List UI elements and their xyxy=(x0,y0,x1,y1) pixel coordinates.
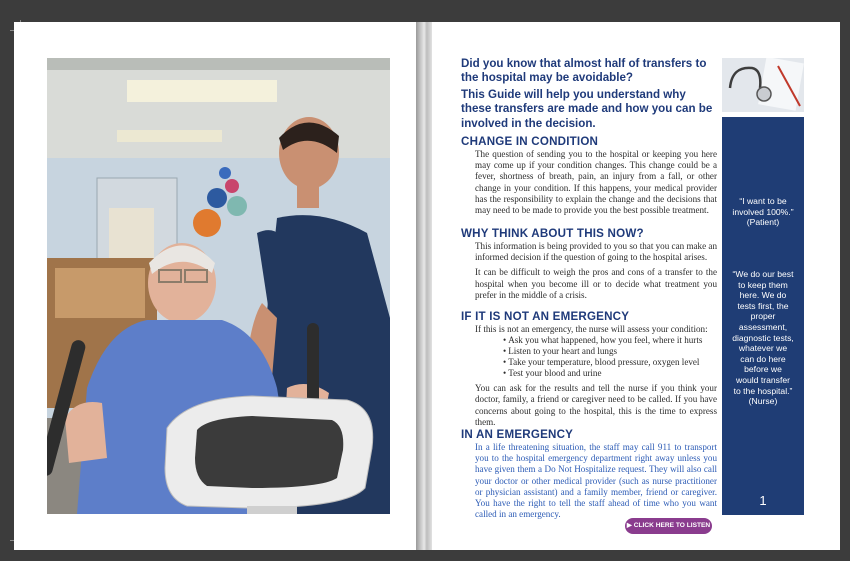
section-body: You can ask for the results and tell the nurse if you think your doctor, family, a friend or caregiver need to be called. If you have concerns about going to the hospital, this is the time to express them. xyxy=(475,383,717,427)
stethoscope-image xyxy=(722,58,804,112)
section-heading: IF IT IS NOT AN EMERGENCY xyxy=(461,310,630,323)
list-item: • Listen to your heart and lungs xyxy=(503,346,717,357)
photo-patient-exercise xyxy=(47,58,390,514)
intro-guide: This Guide will help you understand why these transfers are made and how you can be involved in the decision. xyxy=(461,87,713,130)
section-body: It can be difficult to weigh the pros and cons of a transfer to the hospital when you become ill or to decide what treatment you prefer in the middle of a crisis. xyxy=(475,267,717,300)
page-number: 1 xyxy=(759,493,767,508)
quote-sidebar xyxy=(722,117,804,515)
listen-button[interactable]: ▶ CLICK HERE TO LISTEN xyxy=(625,518,712,534)
list-item: • Test your blood and urine xyxy=(503,368,717,379)
quote-text: “I want to be involved 100%.” xyxy=(732,196,794,217)
intro-question: Did you know that almost half of transfers to the hospital may be avoidable? xyxy=(461,57,707,85)
right-page xyxy=(432,22,840,550)
section-body: This information is being provided to you so that you can make an informed decision if the question of going to the hospital arises. xyxy=(475,241,717,263)
section-heading: CHANGE IN CONDITION xyxy=(461,135,599,148)
assessment-list xyxy=(461,335,717,379)
list-item: • Take your temperature, blood pressure, oxygen level xyxy=(503,357,717,368)
section-heading: WHY THINK ABOUT THIS NOW? xyxy=(461,227,644,240)
quote-text: “We do our best to keep them here. We do tests first, the proper assessment, diagnostic tests, whatever we can do here before we would transfer to the hospital.” xyxy=(732,269,794,396)
intro-block xyxy=(461,57,717,133)
section-why-think xyxy=(461,227,717,301)
section-body: In a life threatening situation, the staff may call 911 to transport you to the hospital emergency department right away unless you have given them a Do Not Hospitalize request. They will also call your doctor or other medical provider (such as nurse practitioner or physician assistant) and a family member, friend or caregiver. You have the right to tell the staff ahead of time who you want called in an emergency. xyxy=(475,442,717,520)
section-lead: If this is not an emergency, the nurse will assess your condition: xyxy=(475,324,708,334)
left-page xyxy=(14,22,420,550)
section-change-in-condition xyxy=(461,135,717,216)
section-heading: IN AN EMERGENCY xyxy=(461,428,574,441)
section-body: The question of sending you to the hospital or keeping you here may come up if your condition changes. This change could be a fever, shortness of breath, pain, an injury from a fall, or other change in your condition. If this happens, your medical provider has the responsibility to explain the change and the decisions that may need to be made to provide you the best possible treatment. xyxy=(475,149,717,216)
list-item: • Ask you what happened, how you feel, where it hurts xyxy=(503,335,717,346)
quote-attribution: (Patient) xyxy=(746,217,780,228)
section-emergency xyxy=(461,428,717,520)
quote-attribution: (Nurse) xyxy=(748,396,778,407)
patient-quote xyxy=(722,196,804,228)
section-not-emergency xyxy=(461,310,717,428)
nurse-quote xyxy=(722,269,804,407)
